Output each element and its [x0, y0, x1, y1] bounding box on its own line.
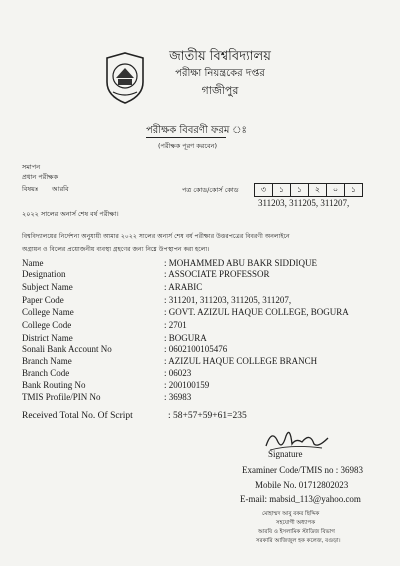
code-digit: ২ [308, 183, 326, 197]
code-digit: ১ [344, 183, 363, 197]
subject-value: আরবি [52, 185, 69, 193]
field-line2: প্রধান পরীক্ষক [22, 173, 58, 181]
value-tmis: : 36983 [164, 392, 192, 402]
extra-paper-codes: 311203, 311205, 311207, [258, 198, 350, 208]
university-name: জাতীয় বিশ্ববিদ্যালয় [169, 49, 271, 64]
label-college-code: College Code [22, 320, 72, 330]
stamp-line3: আরবি ও ইসলামিক স্টাডিজ বিভাগ [258, 529, 335, 535]
value-name: : MOHAMMED ABU BAKR SIDDIQUE [164, 258, 318, 268]
signature-label: Signature [268, 449, 303, 459]
label-branch-name: Branch Name [22, 356, 72, 366]
label-bank-account: Sonali Bank Account No [22, 344, 112, 354]
label-tmis: TMIS Profile/PIN No [22, 392, 101, 402]
notice-line2: অগ্রায়ন ও বিলের প্রয়োজনীয় ব্যবস্থা গ্রহণের জন্য নিম্নে উপস্থাপন করা হলো। [22, 246, 210, 253]
paper-code-boxes [254, 183, 363, 197]
value-college-name: : GOVT. AZIZUL HAQUE COLLEGE, BOGURA [164, 307, 349, 317]
code-digit: ০ [326, 183, 344, 197]
label-paper-code: Paper Code [22, 295, 64, 305]
office-name: পরীক্ষা নিয়ন্ত্রকের দপ্তর [175, 68, 265, 79]
stamp-line1: মোহাম্মদ আবু বকর ছিদ্দিক [262, 511, 320, 517]
value-subject: : ARABIC [164, 282, 203, 292]
value-paper-code: : 311201, 311203, 311205, 311207, [164, 295, 292, 305]
code-digit: ১ [272, 183, 290, 197]
form-title: পরীক্ষক বিবরণী ফরম ঃ [146, 125, 247, 136]
paper-code-label: পত্র কোড/কোর্স কোড [182, 186, 239, 194]
notice-line1: বিশ্ববিদ্যালয়ের নির্দেশনা অনুযায়ী আমার ২০২২ সালের অনার্স শেষ বর্ষ পরীক্ষার উত্তরপত্রের বিবরণী অনলাইনে [22, 233, 290, 240]
city-name: গাজীপুর [201, 84, 239, 97]
form-note: (পরীক্ষক পূরণ করবেন) [158, 142, 218, 150]
label-district: District Name [22, 333, 73, 343]
value-routing: : 200100159 [164, 380, 210, 390]
field-line1: সমাপন [22, 163, 41, 171]
stamp-line2: সহযোগী অধ্যাপক [276, 520, 316, 526]
label-designation: Designation [22, 269, 66, 279]
value-branch-name: : AZIZUL HAQUE COLLEGE BRANCH [164, 356, 318, 366]
email-address: E-mail: mabsid_113@yahoo.com [240, 494, 361, 504]
label-subject: Subject Name [22, 282, 73, 292]
value-branch-code: : 06023 [164, 368, 192, 378]
value-district: : BOGURA [164, 333, 207, 343]
title-underline [146, 137, 226, 138]
value-designation: : ASSOCIATE PROFESSOR [164, 269, 270, 279]
code-digit: ১ [290, 183, 308, 197]
label-college-name: College Name [22, 307, 74, 317]
label-branch-code: Branch Code [22, 368, 70, 378]
label-name: Name [22, 258, 44, 268]
code-digit: ৩ [254, 183, 272, 197]
received-label: Received Total No. Of Script [22, 411, 133, 421]
subject-label: বিষয়ঃ [22, 185, 39, 193]
examiner-code: Examiner Code/TMIS no : 36983 [242, 465, 363, 475]
stamp-line4: সরকারি আজিজুল হক কলেজ, বগুড়া। [256, 538, 341, 544]
exam-line: ২০২২ সালের অনার্স শেষ বর্ষ পরীক্ষা। [22, 210, 119, 218]
label-routing: Bank Routing No [22, 380, 86, 390]
value-college-code: : 2701 [164, 320, 187, 330]
received-value: : 58+57+59+61=235 [168, 411, 247, 421]
mobile-number: Mobile No. 01712802023 [255, 480, 349, 490]
value-bank-account: : 0602100105476 [164, 344, 228, 354]
